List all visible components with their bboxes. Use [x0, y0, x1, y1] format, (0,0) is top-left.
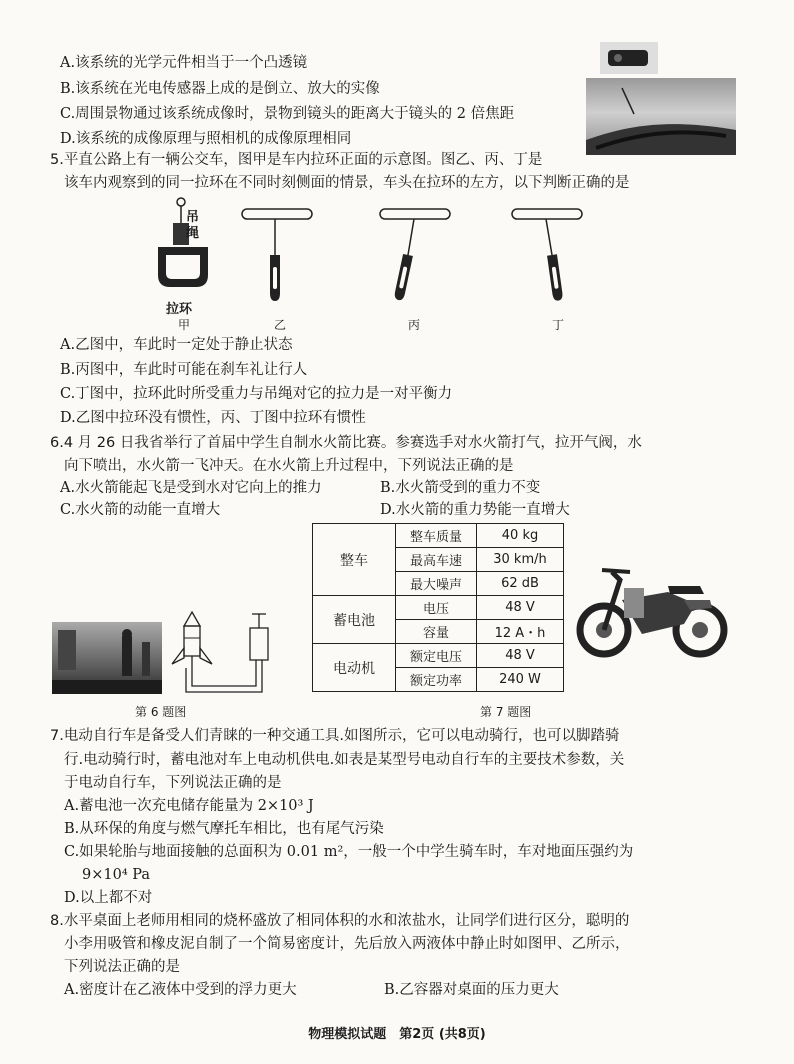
item-cell: 整车质量	[396, 524, 477, 548]
q7-option-c-continued: 9×10⁴ Pa	[82, 867, 150, 883]
caption-q7-figure: 第 7 题图	[480, 705, 532, 719]
value-cell: 48 V	[477, 596, 564, 620]
q8-stem-line-3: 下列说法正确的是	[64, 959, 180, 975]
q8-option-a: A.密度计在乙液体中受到的浮力更大	[64, 982, 297, 998]
caption-bing: 丙	[408, 318, 421, 332]
q5-stem-line-2: 该车内观察到的同一拉环在不同时刻侧面的情景，车头在拉环的左方，以下判断正确的是	[64, 175, 630, 191]
q6-option-d: D.水火箭的重力势能一直增大	[380, 502, 570, 518]
group-cell: 蓄电池	[313, 596, 396, 644]
q6-stem-line-2: 向下喷出，水火箭一飞冲天。在水火箭上升过程中，下列说法正确的是	[64, 458, 514, 474]
label-rope: 吊绳	[186, 210, 200, 241]
q7-option-b: B.从环保的角度与燃气摩托车相比，也有尾气污染	[64, 821, 384, 837]
q5-stem-line-1: 5.平直公路上有一辆公交车，图甲是车内拉环正面的示意图。图乙、丙、丁是	[50, 152, 543, 168]
q8-stem-line-2: 小李用吸管和橡皮泥自制了一个简易密度计，先后放入两液体中静止时如图甲、乙所示，	[64, 936, 630, 952]
figure-bing-handle-side	[378, 205, 458, 305]
q7-stem-line-1: 7.电动自行车是备受人们青睐的一种交通工具.如图所示，它可以电动骑行，也可以脚踏骑	[50, 728, 620, 744]
value-cell: 62 dB	[477, 572, 564, 596]
table-row	[313, 596, 564, 620]
water-rocket-diagram	[162, 608, 282, 698]
q7-option-a: A.蓄电池一次充电储存能量为 2×10³ J	[64, 798, 314, 814]
table-row	[313, 644, 564, 668]
item-cell: 最大噪声	[396, 572, 477, 596]
caption-ding: 丁	[552, 318, 565, 332]
figure-ding-handle-side	[510, 205, 590, 305]
item-cell: 额定功率	[396, 668, 477, 692]
q5-option-c: C.丁图中，拉环此时所受重力与吊绳对它的拉力是一对平衡力	[60, 386, 453, 402]
camera-photo	[600, 42, 658, 74]
value-cell: 40 kg	[477, 524, 564, 548]
q7-option-c: C.如果轮胎与地面接触的总面积为 0.01 m²，一般一个中学生骑车时，车对地面压强约为	[64, 844, 634, 860]
label-ring: 拉环	[166, 302, 193, 317]
q6-option-a: A.水火箭能起飞是受到水对它向上的推力	[60, 480, 322, 496]
q8-stem-line-1: 8.水平桌面上老师用相同的烧杯盛放了相同体积的水和浓盐水，让同学们进行区分，聪明的	[50, 913, 630, 929]
caption-q6-figure: 第 6 题图	[135, 705, 187, 719]
item-cell: 容量	[396, 620, 477, 644]
item-cell: 最高车速	[396, 548, 477, 572]
q5-option-a: A.乙图中，车此时一定处于静止状态	[60, 337, 293, 353]
q5-option-d: D.乙图中拉环没有惯性，丙、丁图中拉环有惯性	[60, 410, 366, 426]
group-cell: 电动机	[313, 644, 396, 692]
q6-option-c: C.水火箭的动能一直增大	[60, 502, 221, 518]
q7-stem-line-3: 于电动自行车，下列说法正确的是	[64, 775, 282, 791]
value-cell: 48 V	[477, 644, 564, 668]
item-cell: 电压	[396, 596, 477, 620]
group-cell: 整车	[313, 524, 396, 596]
page-footer: 物理模拟试题 第2页 (共8页)	[308, 1027, 486, 1042]
value-cell: 30 km/h	[477, 548, 564, 572]
rocket-contest-photo	[52, 622, 162, 694]
table-row	[313, 524, 564, 548]
q4-option-d: D.该系统的成像原理与照相机的成像原理相同	[60, 131, 352, 147]
q6-option-b: B.水火箭受到的重力不变	[380, 480, 541, 496]
figure-yi-handle-side	[240, 205, 320, 305]
jet-photo	[586, 78, 736, 155]
caption-jia: 甲	[178, 318, 191, 332]
electric-bike-photo	[572, 560, 732, 660]
q7-stem-line-2: 行.电动骑行时，蓄电池对车上电动机供电.如表是某型号电动自行车的主要技术参数，关	[64, 752, 625, 768]
spec-table	[312, 523, 564, 692]
q4-option-b: B.该系统在光电传感器上成的是倒立、放大的实像	[60, 81, 380, 97]
q5-option-b: B.丙图中，车此时可能在刹车礼让行人	[60, 362, 308, 378]
caption-yi: 乙	[274, 318, 287, 332]
q4-option-c: C.周围景物通过该系统成像时，景物到镜头的距离大于镜头的 2 倍焦距	[60, 106, 515, 122]
value-cell: 240 W	[477, 668, 564, 692]
q7-option-d: D.以上都不对	[64, 890, 153, 906]
q4-option-a: A.该系统的光学元件相当于一个凸透镜	[60, 55, 308, 71]
value-cell: 12 A・h	[477, 620, 564, 644]
q8-option-b: B.乙容器对桌面的压力更大	[384, 982, 559, 998]
item-cell: 额定电压	[396, 644, 477, 668]
q6-stem-line-1: 6.4 月 26 日我省举行了首届中学生自制水火箭比赛。参赛选手对水火箭打气，拉开气阀，水	[50, 435, 642, 451]
